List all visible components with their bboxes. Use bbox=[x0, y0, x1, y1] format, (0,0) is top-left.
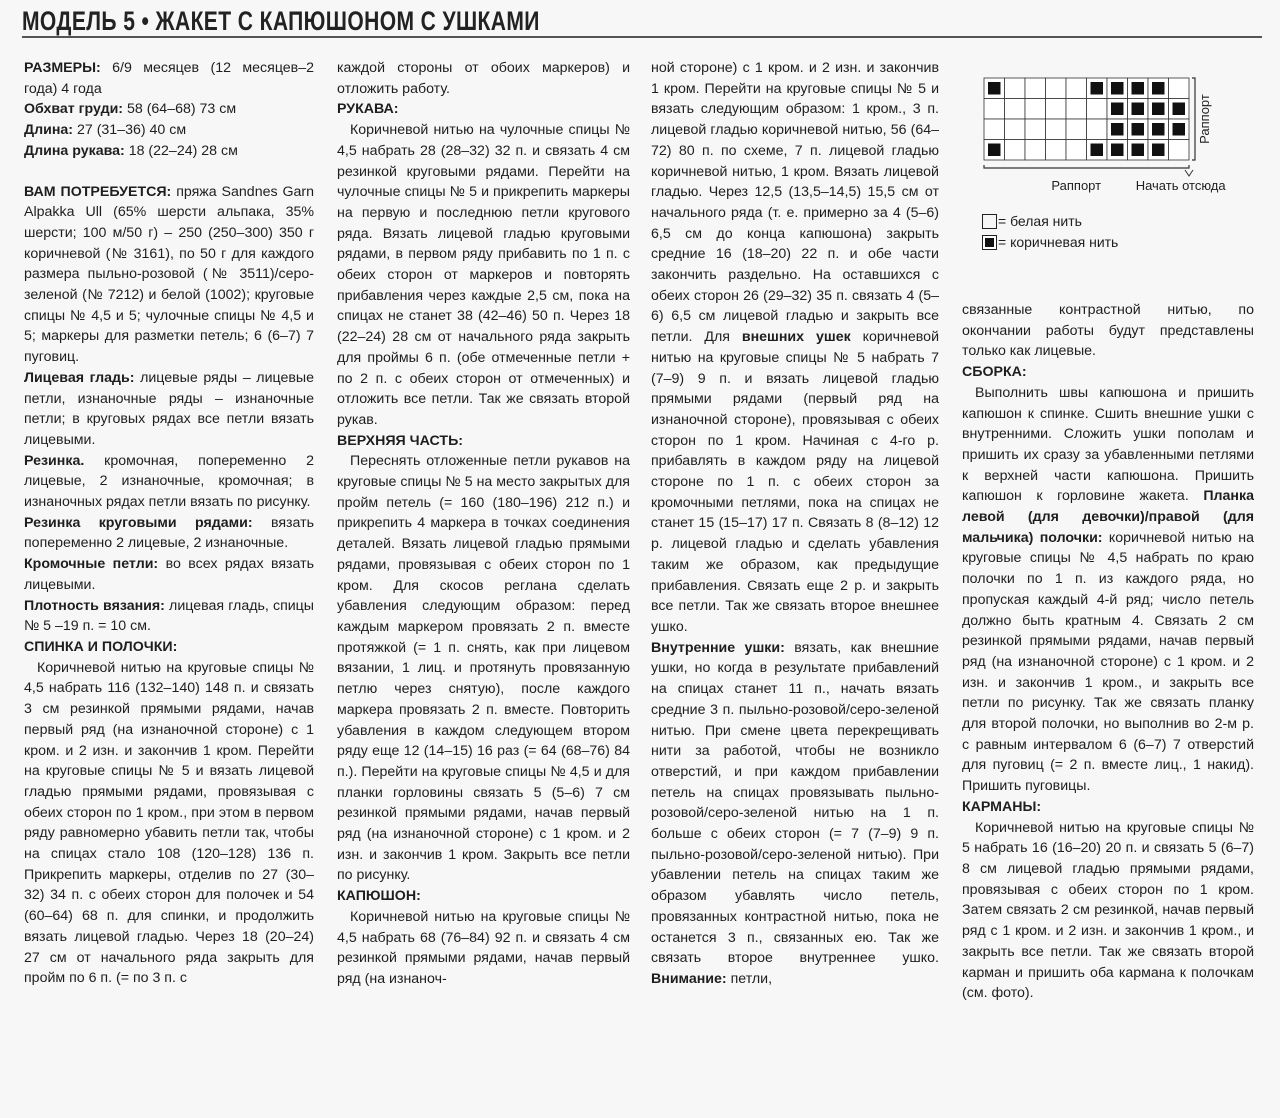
column-3 bbox=[651, 58, 939, 990]
paragraph bbox=[651, 58, 939, 638]
paragraph bbox=[24, 596, 314, 637]
paragraph-text: коричневой нитью на круговые спицы № 4,5 набрать по краю полочки по 1 п. из каждого ряда, но пропуская каждый 4-й ряд; число петель должно быть кратным 4. Связать 2 см резинкой прямыми рядами, начав первый ряд (на изнаночной стороне) с 1 кром. и 2 изн. и закончив 1 кром., и закрыть все петли по рисунку. Так же связать планку для второй полочки, но выполнив во 2-м р. с равным интервалом 6 (6–7) 7 отверстий для пуговиц (= 2 п. вместе лиц., 1 накид). Пришить пуговицы. bbox=[962, 529, 1254, 795]
rapport-vertical-bracket bbox=[1192, 78, 1195, 160]
paragraph-text: Коричневой нитью на круговые спицы № 4,5 набрать 116 (132–140) 148 п. и связать 3 см резинкой прямыми рядами, начав первый ряд (на изнаночной стороне) с 1 кром. и 2 изн. и закончив 1 кром. Перейти на круговые спицы № 5 и вязать лицевой гладью прямыми рядами, провязывая с обеих сторон по 1 кром., при этом в первом ряду равномерно убавить петли так, чтобы на спицах стало 108 (120–128) 136 п. Прикрепить маркеры, отделив по 27 (30–32) 34 п. с обеих сторон для полочек и 54 (60–64) 68 п. для спинки, и продолжить вязать лицевой гладью. Через 18 (20–24) 27 см от начального ряда закрыть для пройм по 6 п. (= по 3 п. с bbox=[24, 659, 314, 987]
paragraph-heading: ВАМ ПОТРЕБУЕТСЯ: bbox=[24, 183, 172, 200]
paragraph bbox=[962, 383, 1254, 797]
column-2 bbox=[337, 58, 630, 990]
white-swatch bbox=[982, 214, 997, 229]
chart-cell bbox=[984, 119, 1005, 140]
paragraph-heading: КАПЮШОН: bbox=[337, 888, 421, 905]
paragraph bbox=[24, 99, 314, 120]
chart-cell bbox=[1005, 119, 1026, 140]
chart-cell-brown bbox=[1152, 103, 1165, 116]
paragraph-text: Выполнить швы капюшона и пришить капюшон к спинке. Сшить внешние ушки с внутренними. Сложить ушки пополам и пришить их сразу за убавленными петлями к верхней части капюшона. Пришить капюшон к горловине жакета. bbox=[962, 384, 1254, 505]
paragraph-heading: РУКАВА: bbox=[337, 101, 399, 118]
paragraph bbox=[337, 431, 630, 452]
paragraph bbox=[962, 362, 1254, 383]
chart-cell bbox=[1005, 99, 1026, 120]
paragraph bbox=[962, 797, 1254, 818]
paragraph-text: вязать, как внешние ушки, но когда в результате прибавлений на спицах станет 11 п., начать вязать средние 3 п. пыльно-розовой/серо-зеленой нитью. При смене цвета перекрещивать нити за работой, чтобы не возникло отверстий, и при каждом прибавлении петель на спицах провязывать пыльно-розовой/серо-зеленой нитью на 1 п. больше с обеих сторон (= 7 (7–9) 9 п. пыльно-розовой/серо-зеленой нитью). При убавлении петель на спицах таким же образом убавлять число петель, провязанных контрастной нитью, пока не останется 3 п., связанных ею. Так же связать второе внутреннее ушко. bbox=[651, 639, 939, 967]
paragraph-heading: Длина рукава: bbox=[24, 142, 125, 159]
chart-cell-brown bbox=[1111, 103, 1124, 116]
paragraph-heading: СБОРКА: bbox=[962, 364, 1027, 381]
chart-cell-brown bbox=[1173, 103, 1186, 116]
legend-white-label: = белая нить bbox=[998, 213, 1082, 229]
paragraph bbox=[24, 58, 314, 99]
paragraph-text: 6/9 месяцев (12 месяцев–2 года) 4 года bbox=[24, 60, 314, 97]
chart-cell bbox=[1025, 140, 1046, 161]
paragraph-text: Коричневой нитью на чулочные спицы № 4,5 набрать 28 (28–32) 32 п. и связать 4 см резинкой круговыми рядами. Перейти на чулочные спицы № 5 и прикрепить маркеры на первую и последнюю петли кругового ряда. Вязать лицевой гладью круговыми рядами, в первом ряду прибавить по 1 п. с обеих сторон от маркеров и повторять прибавления через каждые 2,5 см, пока на спицах не станет 38 (42–46) 50 п. Через 18 (22–24) 28 см от начального ряда закрыть для проймы 6 п. (обе отмеченные петли + по 2 п. с обеих сторон от отмеченных) и отложить все петли. Так же связать второй рукав. bbox=[337, 122, 630, 428]
paragraph-text: пряжа Sandnes Garn Alpakka Ull (65% шерсти альпака, 35% шерсти; 100 м/50 г) – 250 (250–300) 350 г коричневой (№ 3161), по 50 г для каждого размера пыльно-розовой (№ 3511)/серо-зеленой (№ 7212) и белой (1002); круговые спицы № 4,5 и 5; чулочные спицы № 4,5 и 5; маркеры для разметки петель; 6 (6–7) 7 пуговиц. bbox=[24, 183, 314, 366]
paragraph-text: связанные контрастной нитью, по окончании работы будут представлены только как лицевые. bbox=[962, 302, 1254, 360]
paragraph-text: петли, bbox=[726, 970, 773, 987]
start-arrow-icon bbox=[1185, 170, 1193, 176]
paragraph-heading: ВЕРХНЯЯ ЧАСТЬ: bbox=[337, 432, 464, 449]
paragraph bbox=[24, 513, 314, 554]
paragraph-text: 27 (31–36) 40 см bbox=[73, 122, 187, 139]
chart-cell-brown bbox=[1091, 82, 1104, 95]
chart-cell-brown bbox=[1132, 103, 1145, 116]
paragraph-heading: СПИНКА И ПОЛОЧКИ: bbox=[24, 638, 178, 655]
paragraph-heading: Плотность вязания: bbox=[24, 597, 165, 614]
chart-cell-brown bbox=[1152, 144, 1165, 157]
paragraph-text: 18 (22–24) 28 см bbox=[124, 142, 238, 159]
paragraph-heading: Лицевая гладь: bbox=[24, 369, 135, 386]
paragraph bbox=[24, 554, 314, 595]
chart-cell-brown bbox=[1132, 82, 1145, 95]
chart-cell bbox=[1025, 78, 1046, 99]
rapport-vertical-label: Раппорт bbox=[1197, 94, 1212, 144]
inline-term: внешних ушек bbox=[741, 329, 851, 346]
paragraph bbox=[24, 451, 314, 513]
paragraph bbox=[24, 141, 314, 162]
paragraph-text: Коричневой нитью на круговые спицы № 5 набрать 16 (16–20) 20 п. и связать 5 (6–7) 8 см лицевой гладью прямыми рядами, провязывая с обеих сторон по 1 кром. Затем связать 2 см резинкой, начав первый ряд с 1 кром. и 2 изн. и закончив 1 кром., и закрыть все петли. Так же связать второй карман и пришить оба кармана к полочкам (см. фото). bbox=[962, 819, 1254, 1002]
paragraph-text: 58 (64–68) 73 см bbox=[123, 101, 237, 118]
paragraph bbox=[337, 907, 630, 990]
chart-cell bbox=[1025, 119, 1046, 140]
paragraph-heading: Внимание: bbox=[651, 970, 727, 987]
paragraph-heading: КАРМАНЫ: bbox=[962, 798, 1042, 815]
chart-cell bbox=[1066, 99, 1087, 120]
paragraph bbox=[962, 818, 1254, 1004]
chart-cell-brown bbox=[1091, 144, 1104, 157]
column-4 bbox=[962, 300, 1254, 1004]
paragraph bbox=[337, 886, 630, 907]
paragraph-text: ной стороне) с 1 кром. и 2 изн. и закончив 1 кром. Перейти на круговые спицы № 5 и вязать следующим образом: 1 кром., 3 п. лицевой гладью коричневой нитью, 56 (64–72) 80 п. по схеме, 7 п. лицевой гладью коричневой нитью, 1 кром. Вязать лицевой гладью. Через 12,5 (13,5–14,5) 15,5 см от начального ряда (т. е. примерно за 4 (5–6) 6,5 см до конца капюшона) закрыть средние 16 (18–20) 22 п. и обе части закончить раздельно. На оставшихся с обеих сторон 26 (29–32) 35 п. связать 4 (5–6) 6,5 см лицевой гладью и закрыть все петли. Для bbox=[651, 60, 939, 346]
chart-cell-brown bbox=[1152, 123, 1165, 136]
rapport-horizontal-label: Раппорт bbox=[1051, 178, 1102, 193]
paragraph-gap bbox=[24, 162, 314, 182]
column-1 bbox=[24, 58, 314, 989]
paragraph bbox=[337, 58, 630, 99]
paragraph-heading: Длина: bbox=[24, 122, 74, 139]
chart-cell bbox=[1066, 78, 1087, 99]
chart-cell-brown bbox=[1111, 144, 1124, 157]
paragraph-heading: Внутренние ушки: bbox=[651, 639, 785, 656]
paragraph-text: каждой стороны от обоих маркеров) и отложить работу. bbox=[337, 60, 630, 97]
paragraph-text: лицевая гладь, спицы № 5 –19 п. = 10 см. bbox=[24, 597, 314, 635]
chart-cell bbox=[1005, 140, 1026, 161]
paragraph-heading: РАЗМЕРЫ: bbox=[24, 60, 101, 76]
paragraph bbox=[337, 99, 630, 120]
paragraph bbox=[24, 368, 314, 451]
paragraph bbox=[337, 120, 630, 431]
paragraph bbox=[962, 300, 1254, 362]
paragraph-heading: Кромочные петли: bbox=[24, 556, 159, 573]
chart-cell bbox=[1046, 78, 1067, 99]
chart-cell bbox=[1169, 140, 1190, 161]
paragraph-text: коричневой нитью на круговые спицы № 5 набрать 7 (7–9) 9 п. и вязать лицевой гладью прямыми рядами (первый ряд на изнаночной стороне), провязывая с обеих сторон по 1 кром. Начиная с 4-го р. прибавлять в каждом ряду на лицевой стороне по 1 п. с обеих сторон за кромочными петлями, пока на спицах не станет 15 (15–17) 17 п. Связать 8 (8–12) 12 р. лицевой гладью и сделать убавления таким же образом, как предыдущие прибавления. Связать еще 2 р. и закрыть все петли. Так же связать второе внешнее ушко. bbox=[651, 329, 939, 635]
paragraph-text: вязать попеременно 2 лицевые, 2 изнаночные. bbox=[24, 514, 314, 552]
paragraph-heading: Обхват груди: bbox=[24, 101, 124, 118]
paragraph-heading: Резинка круговыми рядами: bbox=[24, 514, 253, 531]
chart-cell bbox=[1025, 99, 1046, 120]
chart-cell bbox=[1046, 119, 1067, 140]
chart-cell-brown bbox=[1132, 123, 1145, 136]
paragraph bbox=[24, 658, 314, 989]
chart-cell-brown bbox=[1111, 123, 1124, 136]
paragraph-text: кромочная, попеременно 2 лицевые, 2 изнаночные, кромочная; в изнаночных рядах петли вязать по рисунку. bbox=[24, 452, 314, 511]
paragraph bbox=[24, 637, 314, 658]
chart-cell bbox=[1046, 99, 1067, 120]
paragraph-text: во всех рядах вязать лицевыми. bbox=[24, 556, 314, 593]
chart-cell bbox=[1066, 140, 1087, 161]
chart-cell-brown bbox=[1152, 82, 1165, 95]
chart-cell bbox=[1046, 140, 1067, 161]
paragraph bbox=[651, 638, 939, 990]
legend-brown bbox=[982, 233, 1118, 251]
paragraph bbox=[24, 120, 314, 141]
paragraph-text: Коричневой нитью на круговые спицы № 4,5 набрать 68 (76–84) 92 п. и связать 4 см резинкой прямыми рядами, начав первый ряд (на изнаноч- bbox=[337, 908, 630, 987]
paragraph-heading: Планка левой (для девочки)/правой (для мальчика) полочки: bbox=[962, 488, 1254, 546]
title-rule bbox=[22, 36, 1262, 38]
rapport-horizontal-bracket bbox=[984, 165, 1189, 168]
chart-cell bbox=[1087, 119, 1108, 140]
chart-cell-brown bbox=[988, 82, 1001, 95]
paragraph-text: Переснять отложенные петли рукавов на круговые спицы № 5 на место закрытых для пройм петель (= 160 (180–196) 212 п.) и прикрепить 4 маркера в точках соединения деталей. Вязать лицевой гладью прямыми рядами, провязывая с обеих сторон по 1 кром. Для скосов реглана сделать убавления следующим образом: перед каждым маркером провязать 2 п. вместе протяжкой (= 1 п. снять, как при лицевом вязании, 1 лиц. и протянуть провязанную петлю через снятую), после каждого маркера провязать 2 п. вместе. Повторить убавления в каждом следующем втором ряду еще 12 (14–15) 16 раз (= 64 (68–76) 84 п.). Перейти на круговые спицы № 4,5 и для планки горловины связать 5 (5–6) 7 см резинкой прямыми рядами, начав первый ряд (на изнаночной стороне) с 1 кром. и 2 изн. и закончив 1 кром. Закрыть все петли по рисунку. bbox=[337, 453, 630, 884]
chart-cell-brown bbox=[1173, 123, 1186, 136]
start-here-label: Начать отсюда bbox=[1135, 178, 1226, 193]
chart-cell bbox=[1066, 119, 1087, 140]
chart-cell-brown bbox=[988, 144, 1001, 157]
chart-cell-brown bbox=[1132, 144, 1145, 157]
paragraph-heading: Резинка. bbox=[24, 452, 85, 469]
paragraph-text: лицевые ряды – лицевые петли, изнаночные ряды – изнаночные петли; в круговых рядах все петли вязать лицевыми. bbox=[24, 369, 314, 448]
legend-brown-label: = коричневая нить bbox=[998, 234, 1119, 250]
chart-cell-brown bbox=[1111, 82, 1124, 95]
paragraph bbox=[24, 182, 314, 368]
page-title: МОДЕЛЬ 5 • ЖАКЕТ С КАПЮШОНОМ С УШКАМИ bbox=[22, 6, 540, 36]
brown-swatch bbox=[982, 235, 997, 250]
chart-cell bbox=[1087, 99, 1108, 120]
chart-cell bbox=[1169, 78, 1190, 99]
paragraph bbox=[337, 451, 630, 886]
legend-white bbox=[982, 212, 1082, 230]
chart-cell bbox=[1005, 78, 1026, 99]
knitting-chart bbox=[976, 70, 1276, 260]
chart-cell bbox=[984, 99, 1005, 120]
